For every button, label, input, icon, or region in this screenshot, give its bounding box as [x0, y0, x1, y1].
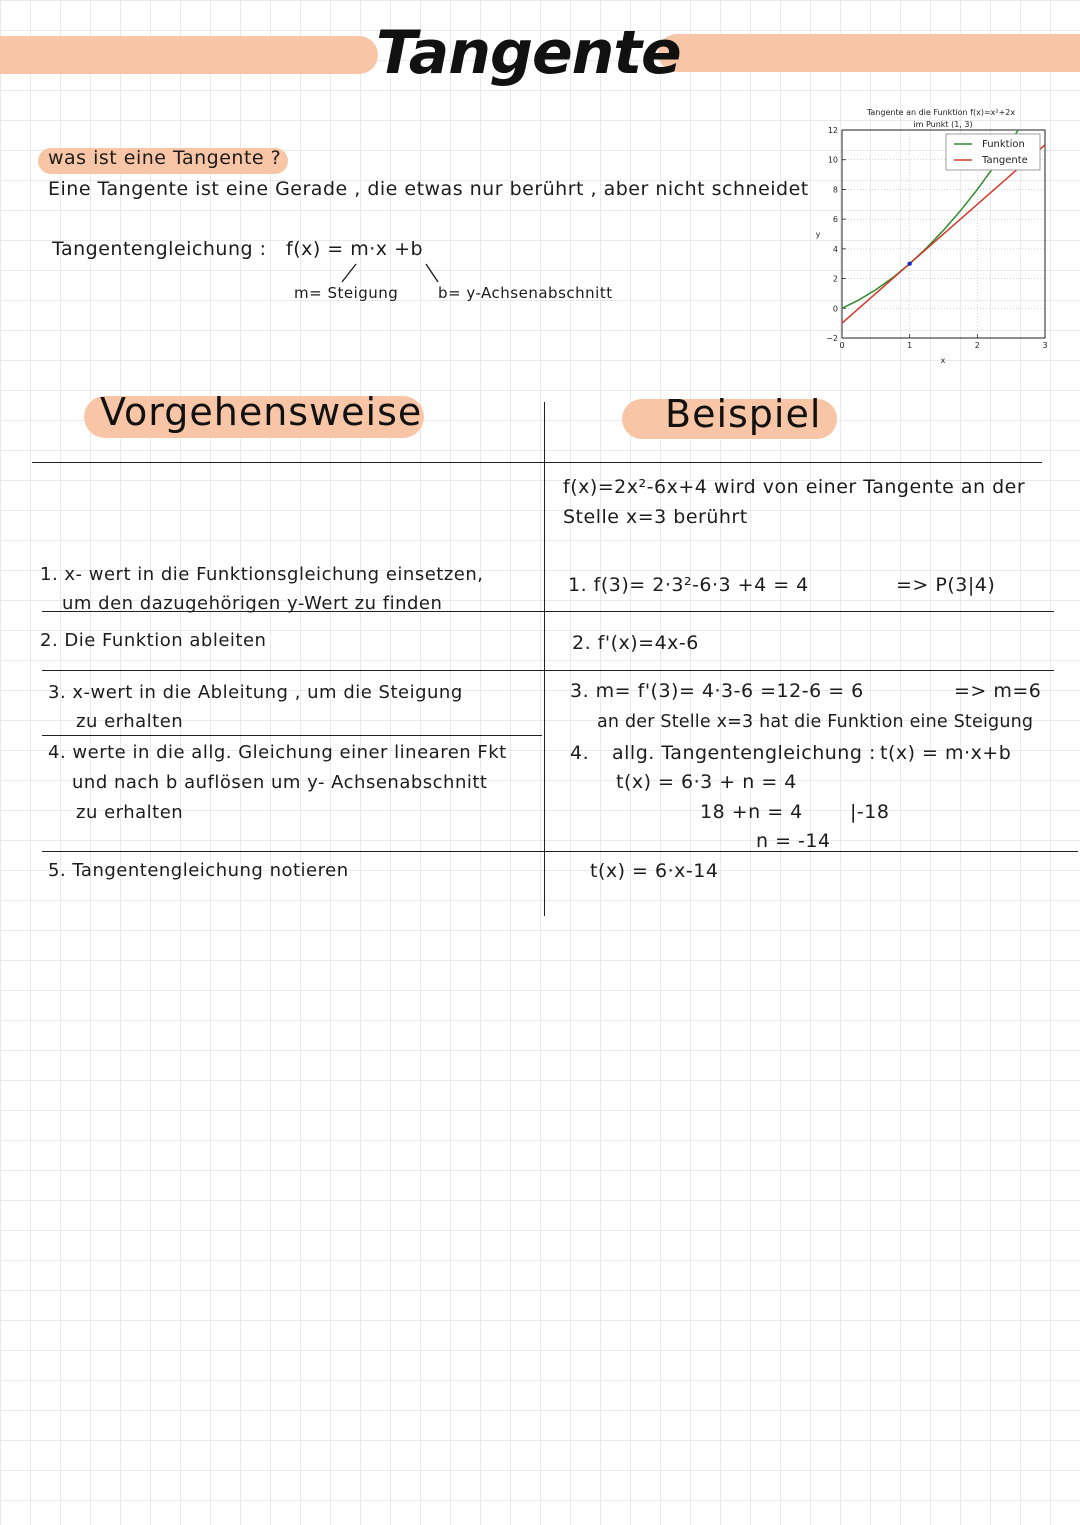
table-center-divider — [544, 402, 545, 916]
equation-formula: f(x) = m·x +b — [286, 238, 424, 260]
chart-xtick-label: 2 — [974, 341, 980, 350]
row-divider-3 — [42, 735, 542, 736]
section-heading-procedure: Vorgehensweise — [100, 390, 423, 434]
row-divider-2 — [42, 670, 1054, 671]
chart-subtitle: im Punkt (1, 3) — [913, 120, 973, 129]
m-definition: m= Steigung — [294, 284, 399, 302]
tangent-point — [907, 262, 911, 266]
procedure-step-4: 4. werte in die allg. Gleichung einer linearen Fkt — [48, 742, 507, 763]
question: was ist eine Tangente ? — [48, 147, 282, 169]
arrow-to-m — [342, 264, 356, 282]
example-step-4-label: allg. Tangentengleichung : — [612, 742, 876, 764]
arrow-to-b — [426, 264, 438, 282]
procedure-step-3: 3. x-wert in die Ableitung , um die Steigung — [48, 682, 463, 703]
equation-arrows — [330, 260, 450, 286]
chart-ytick-label: −2 — [826, 334, 838, 343]
chart-ylabel: y — [815, 230, 821, 239]
procedure-step-4-cont: und nach b auflösen um y- Achsenabschnitt — [72, 772, 488, 793]
example-step-2: 2. f'(x)=4x-6 — [572, 632, 699, 654]
chart-title: Tangente an die Funktion f(x)=x²+2x — [866, 108, 1016, 117]
series-line-tangente — [842, 145, 1045, 323]
table-header-rule — [32, 462, 1042, 463]
procedure-step-4-cont2: zu erhalten — [76, 802, 184, 823]
example-step-4-general: t(x) = m·x+b — [880, 742, 1012, 764]
chart-legend — [946, 134, 1040, 170]
example-step-4-number: 4. — [570, 742, 590, 764]
example-step-3-note: an der Stelle x=3 hat die Funktion eine Steigung — [597, 712, 1034, 732]
chart-xtick-label: 3 — [1042, 341, 1048, 350]
chart-ytick-label: 8 — [832, 185, 838, 195]
procedure-step-2: 2. Die Funktion ableiten — [40, 630, 267, 651]
legend-label-funktion: Funktion — [982, 139, 1025, 150]
equation-label: Tangentengleichung : — [52, 238, 267, 260]
page-title: Tangente — [376, 18, 681, 88]
chart-ytick-label: 0 — [832, 304, 838, 314]
chart-xlabel: x — [940, 356, 946, 365]
example-step-4-simplify: 18 +n = 4 — [700, 801, 803, 823]
chart-ytick-label: 2 — [832, 274, 838, 284]
definition: Eine Tangente ist eine Gerade , die etwas nur berührt , aber nicht schneidet — [48, 178, 809, 200]
example-step-3-result: => m=6 — [954, 680, 1042, 702]
procedure-step-5: 5. Tangentengleichung notieren — [48, 860, 349, 881]
example-step-1: 1. f(3)= 2·3²-6·3 +4 = 4 — [568, 574, 809, 596]
chart-xtick-label: 1 — [907, 341, 913, 350]
procedure-step-1-cont: um den dazugehörigen y-Wert zu finden — [62, 593, 443, 614]
chart-ytick-label: 12 — [827, 126, 838, 135]
example-task: f(x)=2x²-6x+4 wird von einer Tangente an der — [563, 476, 1026, 498]
b-definition: b= y-Achsenabschnitt — [438, 284, 613, 302]
procedure-step-3-cont: zu erhalten — [76, 711, 184, 732]
example-step-1-result: => P(3|4) — [896, 574, 996, 596]
example-step-3: 3. m= f'(3)= 4·3-6 =12-6 = 6 — [570, 680, 864, 702]
example-step-5: t(x) = 6·x-14 — [590, 860, 719, 882]
example-task-cont: Stelle x=3 berührt — [563, 506, 748, 528]
title-highlight-left — [0, 36, 378, 74]
tangent-chart — [808, 104, 1058, 366]
chart-ytick-label: 10 — [827, 155, 838, 165]
legend-label-tangente: Tangente — [982, 155, 1028, 166]
chart-ytick-label: 6 — [832, 215, 838, 225]
title-highlight-right — [658, 34, 1080, 72]
section-heading-example: Beispiel — [665, 392, 822, 436]
chart-ytick-label: 4 — [832, 244, 838, 254]
row-divider-4 — [42, 851, 1078, 852]
example-step-4-operation: |-18 — [850, 801, 890, 823]
example-step-4-result: n = -14 — [756, 830, 831, 852]
chart-xtick-label: 0 — [839, 341, 845, 350]
example-step-4-insert: t(x) = 6·3 + n = 4 — [616, 771, 797, 793]
procedure-step-1: 1. x- wert in die Funktionsgleichung einsetzen, — [40, 564, 484, 585]
